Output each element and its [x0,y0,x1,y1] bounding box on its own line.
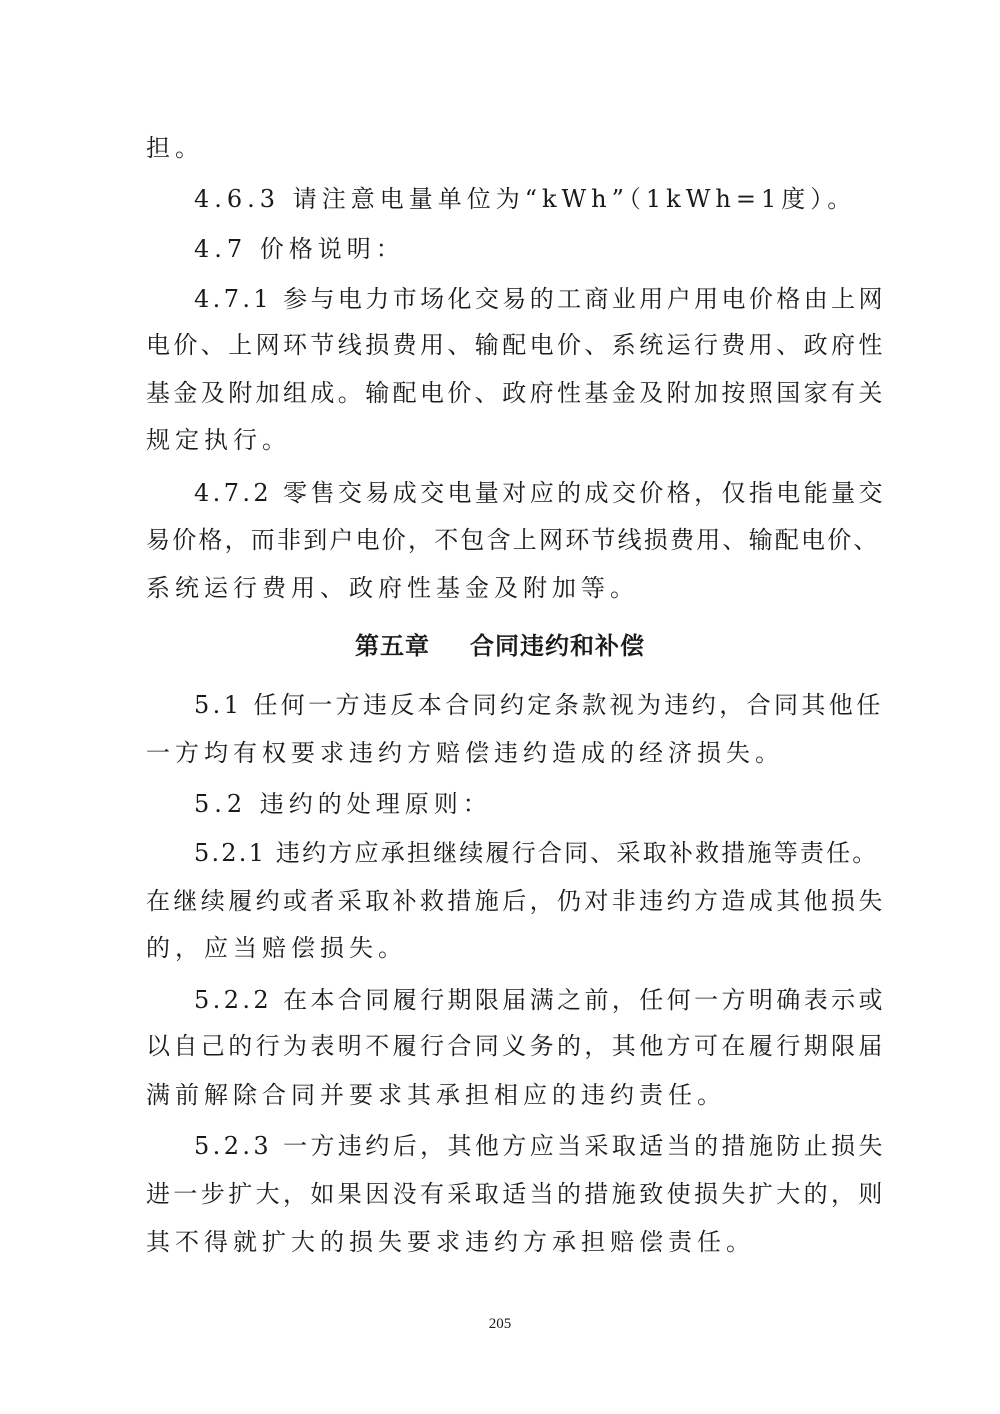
text-line: 规定执行。 [146,426,291,454]
text-line: 担。 [146,134,204,162]
page-number: 205 [488,1316,512,1332]
text-line: 基金及附加组成。输配电价、政府性基金及附加按照国家有关 [146,379,886,407]
text-line: 4.7.1 参与电力市场化交易的工商业用户用电价格由上网 [194,285,886,313]
text-line: 5.2.1 违约方应承担继续履行合同、采取补救措施等责任。 [194,839,879,867]
text-line: 4.7 价格说明： [194,235,405,263]
chapter-heading [0,630,1000,662]
chapter-title: 合同违约和补偿 [470,632,645,660]
text-line: 进一步扩大，如果因没有采取适当的措施致使损失扩大的，则 [146,1180,886,1208]
text-line: 易价格，而非到户电价，不包含上网环节线损费用、输配电价、 [146,526,880,554]
text-line: 的，应当赔偿损失。 [146,934,407,962]
text-line: 满前解除合同并要求其承担相应的违约责任。 [146,1081,726,1109]
text-line: 4.6.3 请注意电量单位为“kWh”（1kWh=1度）。 [194,185,857,213]
text-line: 4.7.2 零售交易成交电量对应的成交价格，仅指电能量交 [194,479,886,507]
text-line: 5.1 任何一方违反本合同约定条款视为违约，合同其他任 [194,691,884,719]
text-line: 在继续履约或者采取补救措施后，仍对非违约方造成其他损失 [146,887,886,915]
text-line: 一方均有权要求违约方赔偿违约造成的经济损失。 [146,739,784,767]
text-line: 5.2 违约的处理原则： [194,790,492,818]
chapter-number: 第五章 [355,632,430,660]
text-line: 5.2.2 在本合同履行期限届满之前，任何一方明确表示或 [194,986,886,1014]
text-line: 5.2.3 一方违约后，其他方应当采取适当的措施防止损失 [194,1132,886,1160]
text-line: 其不得就扩大的损失要求违约方承担赔偿责任。 [146,1228,755,1256]
text-line: 以自己的行为表明不履行合同义务的，其他方可在履行期限届 [146,1032,886,1060]
text-line: 系统运行费用、政府性基金及附加等。 [146,574,639,602]
text-line: 电价、上网环节线损费用、输配电价、系统运行费用、政府性 [146,331,886,359]
